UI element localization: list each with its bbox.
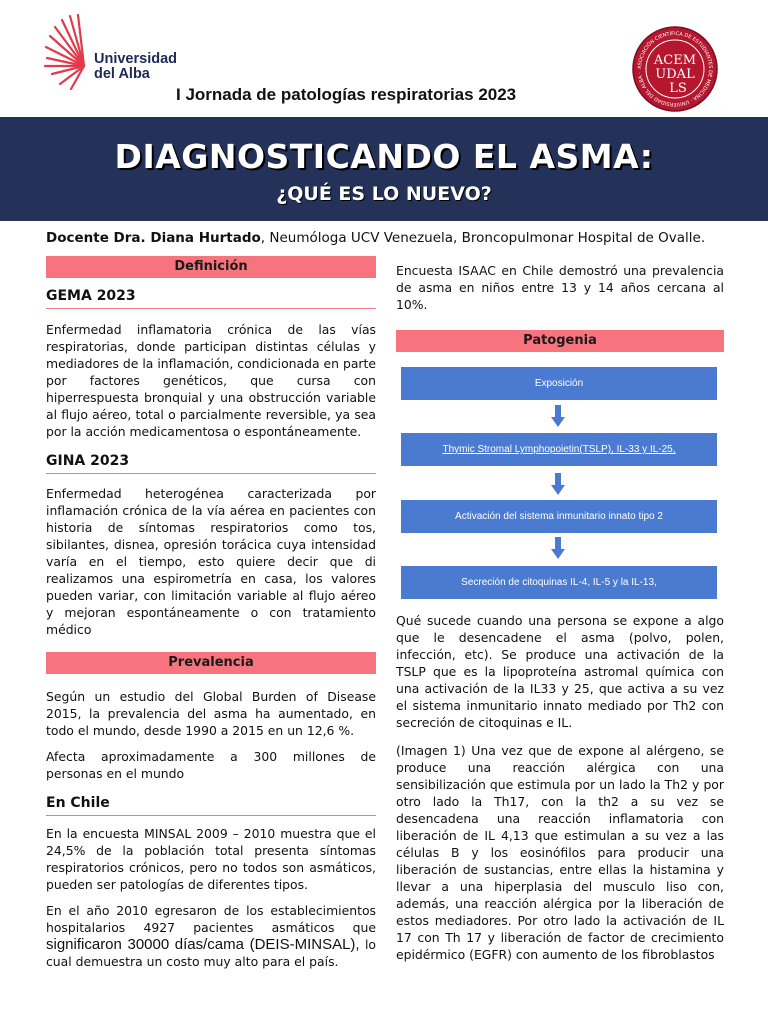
prevalencia-text-2: Afecta aproximadamente a 300 millones de personas en el mundo: [46, 749, 376, 781]
poster-title: DIAGNOSTICANDO EL ASMA:: [114, 137, 654, 176]
chile-heading: En Chile: [46, 795, 376, 816]
left-column: [46, 256, 376, 970]
title-banner: [0, 117, 768, 221]
jornada-title: I Jornada de patologías respiratorias 2023: [176, 85, 517, 104]
gina-heading: GINA 2023: [46, 453, 376, 474]
gema-definition: Enfermedad inflamatoria crónica de las vías respiratorias, donde participan distintas células y mediadores de la inflamación, condicionada en parte por factores genéticos, que cursa con hiperrespuesta bronquial y una obstrucción variable al flujo aéreo, total o parcialmente reversible, ya sea por la acción medicamentosa o espontáneamente.: [46, 322, 376, 439]
chile-text-2c: lo cual demuestra un costo muy alto para el país.: [46, 937, 377, 969]
university-name-line1: Universidad: [94, 51, 177, 67]
patogenia-text-2: (Imagen 1) Una vez que de expone al alérgeno, se produce una reacción alérgica con una sensibilización que estimula por un lado la Th2 y por otro lado la Th17, con la th2 a su vez se desencadena una reacción inflamatoria con liberación de IL 4,13 que estimulan a su vez a las células B y los eosinófilos para producir una liberación de sustancias, entre ellas la histamina y llevar a una hiperplasia del musculo liso con, además, una reacción alérgica por la liberación de estos mediadores. Por otro lado la activación de IL 17 con Th 17 y liberación de factor de crecimiento epidérmico (EGFR) con aumento de los fibroblastos: [396, 743, 724, 962]
gema-heading: GEMA 2023: [46, 288, 376, 309]
docente-affiliation: , Neumóloga UCV Venezuela, Broncopulmonar Hospital de Ovalle.: [260, 230, 706, 246]
diagram-box-tslp: Thymic Stromal Lymphopoietin(TSLP), IL-33 y IL-25,: [401, 433, 717, 466]
seal-line3: LS: [669, 81, 687, 96]
chile-text-2b: significaron 30000 días/cama (DEIS-MINSAL),: [46, 936, 360, 953]
arrow-down-icon: [551, 473, 565, 495]
acem-udalls-seal: [632, 26, 718, 112]
gina-definition: Enfermedad heterogénea caracterizada por inflamación crónica de la vía aérea en pacientes con historia de síntomas respiratorios como tos, sibilantes, disnea, opresión torácica cuya intensidad varía en el tiempo, esto quiere decir que di realizamos una espirometría en casa, los valores pueden variar, con limitación variable al flujo aéreo y mejoran espontáneamente o con tratamiento médico: [46, 486, 376, 637]
arrow-down-icon: [551, 405, 565, 427]
poster-subtitle: ¿QUÉ ES LO NUEVO?: [276, 183, 492, 205]
patogenia-diagram: [401, 367, 717, 599]
section-label-definicion: Definición: [46, 256, 376, 278]
right-column: [396, 262, 724, 352]
right-column-lower: [396, 612, 724, 963]
seal-line2: UDAL: [655, 67, 695, 82]
isaac-text: Encuesta ISAAC en Chile demostró una prevalencia de asma en niños entre 13 y 14 años cercana al 10%.: [396, 263, 724, 312]
chile-text-1: En la encuesta MINSAL 2009 – 2010 muestra que el 24,5% de la población total presenta síntomas respiratorios crónicos, pero no todos son asmáticos, pueden ser patologías de diferentes tipos.: [46, 826, 376, 892]
universidad-del-alba-logo: [44, 14, 194, 90]
arrow-down-icon: [551, 537, 565, 559]
diagram-box-exposicion: Exposición: [401, 367, 717, 400]
chile-text-2: [46, 902, 376, 970]
docente-name: Docente Dra. Diana Hurtado: [46, 230, 261, 246]
docente-line: [46, 230, 705, 246]
diagram-box-citoquinas: Secreción de citoquinas IL-4, IL-5 y la IL-13,: [401, 566, 717, 599]
patogenia-text-1: Qué sucede cuando una persona se expone a algo que le desencadene el asma (polvo, polen, infección, etc). Se produce una activación de la TSLP que es la lipoproteína astromal química con una activación de la IL33 y 25, que activa a su vez el sistema inmunitario innato mediado por Th2 con secreción de citoquinas e IL.: [396, 613, 724, 730]
seal-line1: ACEM: [653, 53, 697, 68]
chile-text-2a: En el año 2010 egresaron de los establecimientos hospitalarios 4927 pacientes asmáticos que: [46, 903, 376, 935]
university-name-line2: del Alba: [94, 66, 150, 82]
diagram-box-activacion: Activación del sistema inmunitario innato tipo 2: [401, 500, 717, 533]
prevalencia-text-1: Según un estudio del Global Burden of Disease 2015, la prevalencia del asma ha aumentado, en todo el mundo, desde 1990 a 2015 en un 12,6 %.: [46, 689, 376, 738]
seal-ring-text: ASOCIACIÓN CIENTÍFICA DE ESTUDIANTES DE MEDICINA · UNIVERSIDAD DEL ALBA ·: [636, 30, 714, 108]
section-label-prevalencia: Prevalencia: [46, 652, 376, 674]
section-label-patogenia: Patogenia: [396, 330, 724, 352]
